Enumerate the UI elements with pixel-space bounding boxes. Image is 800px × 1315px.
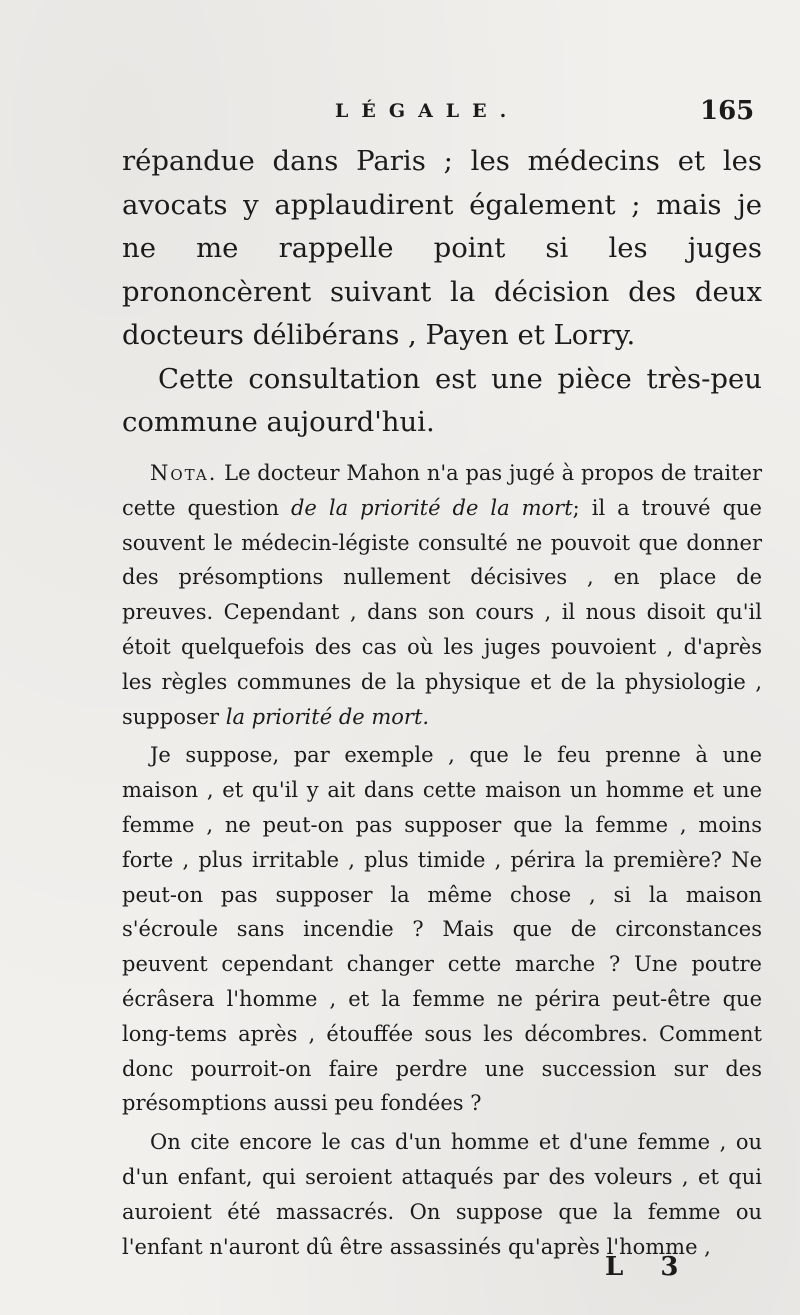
page-number: 165 (700, 96, 755, 126)
paragraph-1: répandue dans Paris ; les médecins et les avocats y applaudirent également ; mais je ne me rappelle point si les juges prononcèrent suivant la décision des deux docteurs délibérans , Payen et Lorry. (122, 145, 762, 351)
nota-paragraph-1 (122, 456, 762, 734)
nota-paragraph-2: Je suppose, par exemple , que le feu prenne à une maison , et qu'il y ait dans cette maison un homme et une femme , ne peut-on pas supposer que la femme , moins forte , plus irritable , plus timide , périra la première? Ne peut-on pas supposer la même chose , si la maison s'écroule sans incendie ? Mais que de circonstances peuvent cependant changer cette marche ? Une poutre écrâsera l'homme , et la femme ne périra peut-être que long-tems après , étouffée sous les décombres. Comment donc pourroit-on faire perdre une succession sur des présomptions aussi peu fondées ? (122, 743, 762, 1116)
nota-paragraph-3: On cite encore le cas d'un homme et d'une femme , ou d'un enfant, qui seroient attaqués par des voleurs , et qui auroient été massacrés. On suppose que la femme ou l'enfant n'auront dû être assassinés qu'après l'homme , (122, 1130, 762, 1259)
nota-label: Nota. (150, 461, 218, 485)
paragraph-2: Cette consultation est une pièce très-peu commune aujourd'hui. (122, 362, 762, 438)
running-head: LÉGALE. (335, 100, 520, 122)
nota-section (122, 456, 762, 1264)
signature-mark: L 3 (605, 1252, 693, 1282)
nota-text-a: Le docteur Mahon n'a pas jugé à propos de traiter cette question (122, 461, 762, 520)
nota-italic-a: de la priorité de la mort (290, 495, 573, 520)
main-text (122, 140, 762, 445)
nota-text-c: ; il a trouvé que souvent le médecin-légiste consulté ne pouvoit que donner des présomptions nullement décisives , en place de preuves. Cependant , dans son cours , il nous disoit qu'il étoit quelquefois des cas où les juges pouvoient , d'après les règles communes de la physique et de la physiologie , supposer (122, 495, 762, 729)
nota-italic-b: la priorité de mort. (225, 704, 430, 729)
